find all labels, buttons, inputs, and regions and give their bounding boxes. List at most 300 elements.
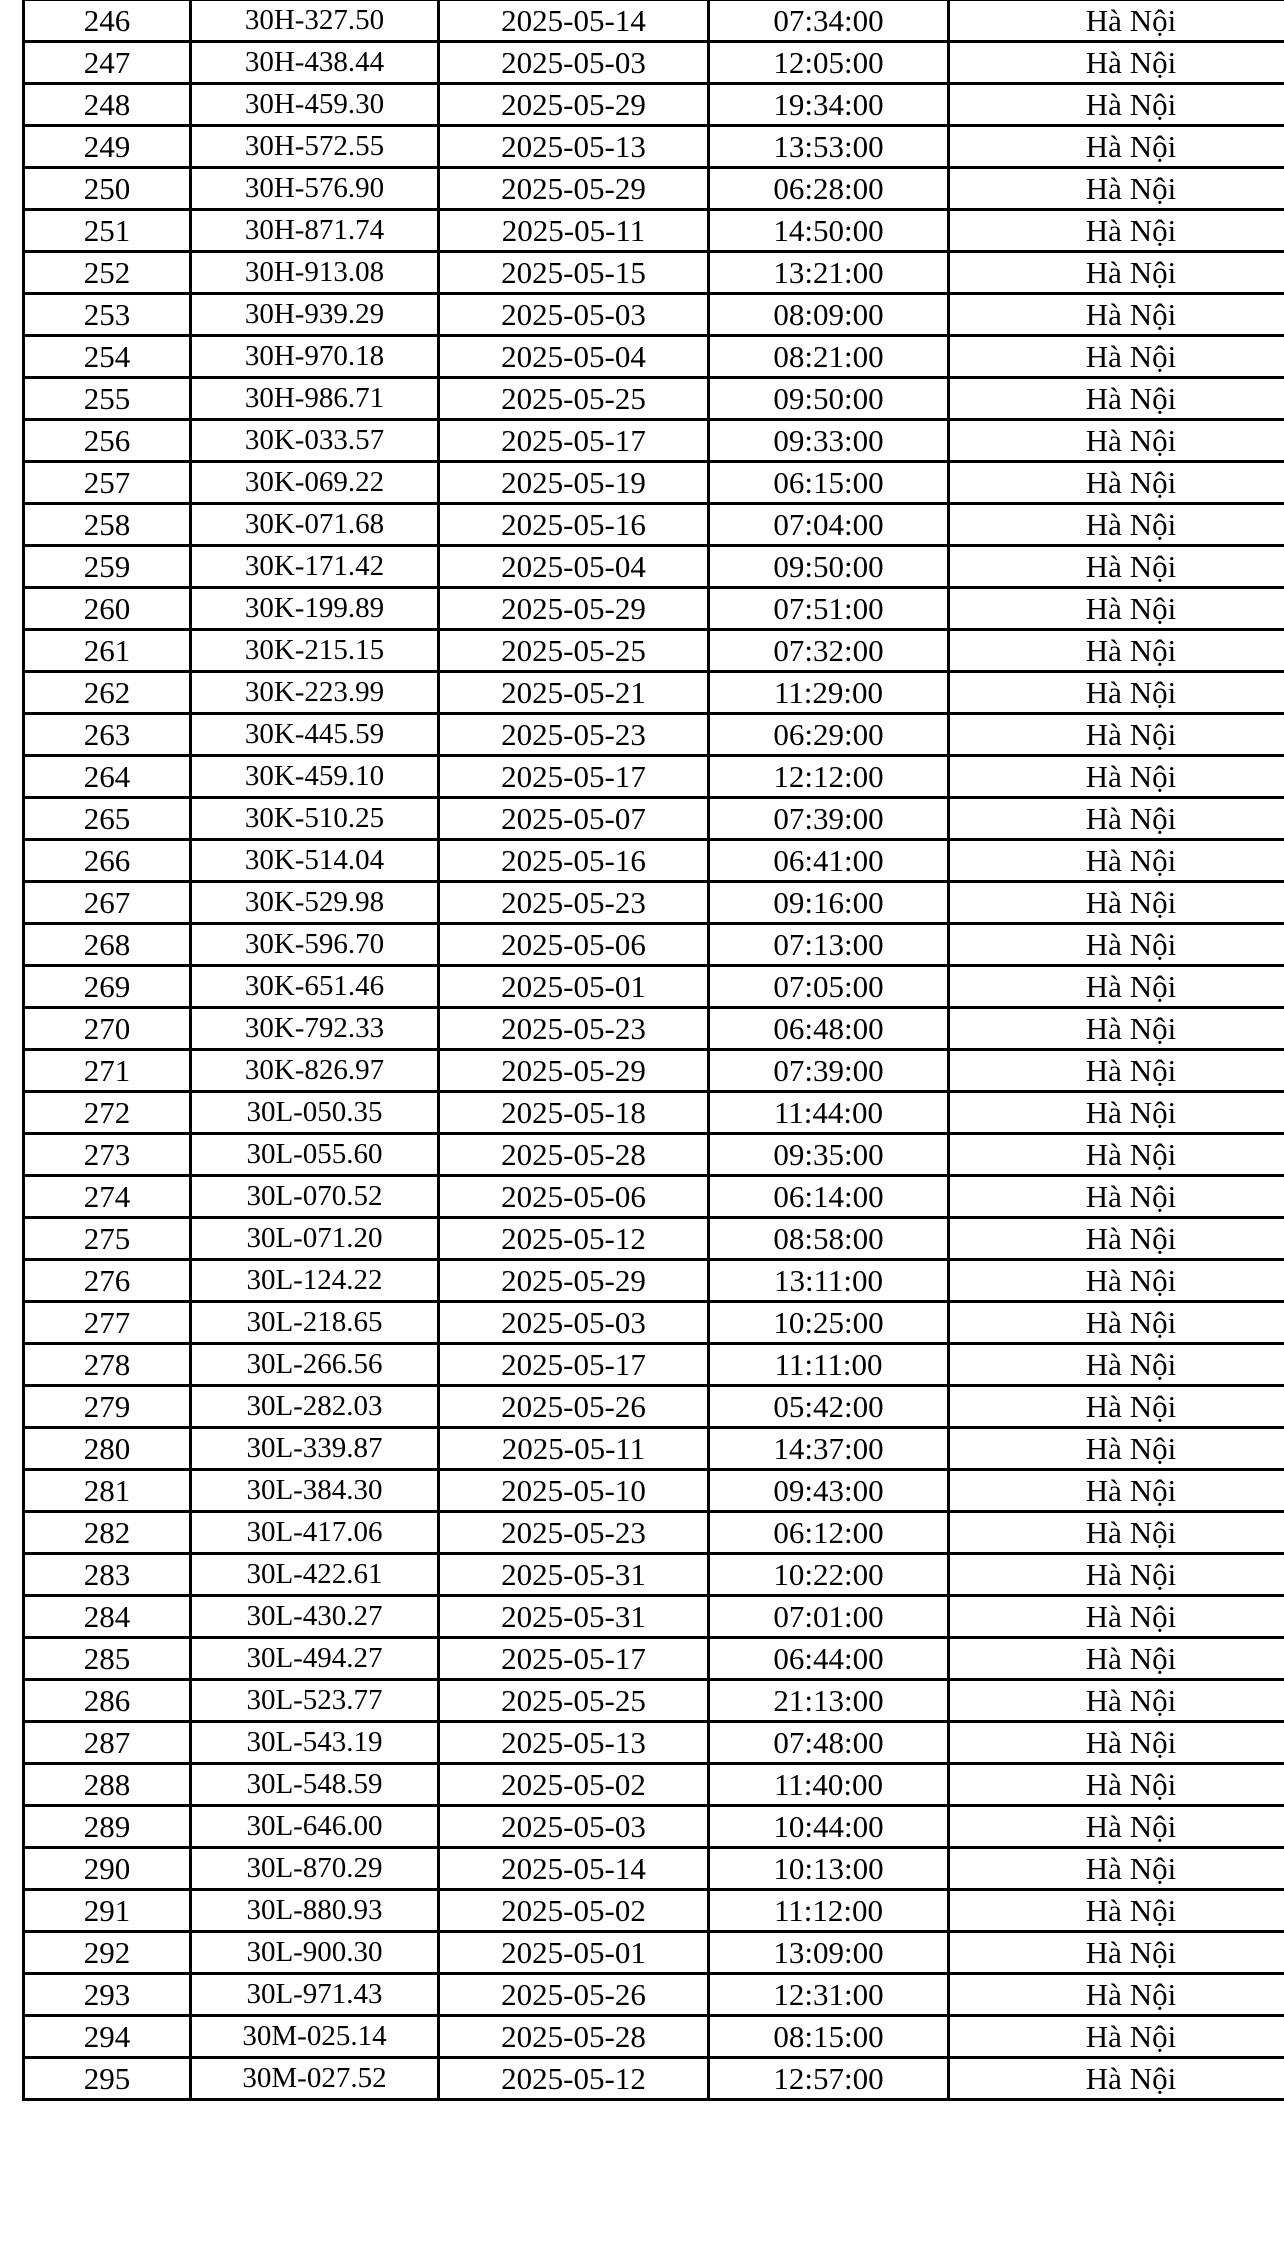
time-cell: 06:44:00: [709, 1638, 949, 1680]
row-number-cell: 286: [24, 1680, 191, 1722]
time-cell: 07:39:00: [709, 798, 949, 840]
row-number-cell: 268: [24, 924, 191, 966]
license-plate-cell: 30L-071.20: [191, 1218, 439, 1260]
table-row: [24, 966, 1284, 1008]
license-plate-cell: 30L-422.61: [191, 1554, 439, 1596]
time-cell: 13:11:00: [709, 1260, 949, 1302]
date-cell: 2025-05-11: [439, 210, 709, 252]
location-cell: Hà Nội: [949, 1848, 1284, 1890]
date-cell: 2025-05-11: [439, 1428, 709, 1470]
row-number-cell: 281: [24, 1470, 191, 1512]
table-row: [24, 1512, 1284, 1554]
row-number-cell: 249: [24, 126, 191, 168]
location-cell: Hà Nội: [949, 1302, 1284, 1344]
table-row: [24, 1302, 1284, 1344]
table-row: [24, 924, 1284, 966]
location-cell: Hà Nội: [949, 378, 1284, 420]
table-row: [24, 1596, 1284, 1638]
row-number-cell: 289: [24, 1806, 191, 1848]
location-cell: Hà Nội: [949, 1428, 1284, 1470]
row-number-cell: 279: [24, 1386, 191, 1428]
table-body: [24, 0, 1284, 2100]
table-row: [24, 1722, 1284, 1764]
time-cell: 06:29:00: [709, 714, 949, 756]
license-plate-cell: 30H-327.50: [191, 0, 439, 42]
table-row: [24, 126, 1284, 168]
license-plate-cell: 30H-970.18: [191, 336, 439, 378]
location-cell: Hà Nội: [949, 168, 1284, 210]
license-plate-cell: 30H-913.08: [191, 252, 439, 294]
table-row: [24, 1386, 1284, 1428]
license-plate-cell: 30K-199.89: [191, 588, 439, 630]
time-cell: 07:04:00: [709, 504, 949, 546]
row-number-cell: 293: [24, 1974, 191, 2016]
time-cell: 07:32:00: [709, 630, 949, 672]
license-plate-cell: 30K-596.70: [191, 924, 439, 966]
location-cell: Hà Nội: [949, 1134, 1284, 1176]
time-cell: 12:12:00: [709, 756, 949, 798]
license-plate-cell: 30L-266.56: [191, 1344, 439, 1386]
date-cell: 2025-05-31: [439, 1554, 709, 1596]
license-plate-cell: 30L-384.30: [191, 1470, 439, 1512]
table-row: [24, 882, 1284, 924]
date-cell: 2025-05-02: [439, 1890, 709, 1932]
time-cell: 13:09:00: [709, 1932, 949, 1974]
date-cell: 2025-05-25: [439, 378, 709, 420]
location-cell: Hà Nội: [949, 546, 1284, 588]
table-row: [24, 294, 1284, 336]
location-cell: Hà Nội: [949, 966, 1284, 1008]
location-cell: Hà Nội: [949, 672, 1284, 714]
date-cell: 2025-05-04: [439, 546, 709, 588]
license-plate-cell: 30K-223.99: [191, 672, 439, 714]
table-row: [24, 588, 1284, 630]
time-cell: 05:42:00: [709, 1386, 949, 1428]
row-number-cell: 282: [24, 1512, 191, 1554]
violation-table: [22, 0, 1284, 2101]
table-row: [24, 1344, 1284, 1386]
table-row: [24, 1974, 1284, 2016]
table-row: [24, 1470, 1284, 1512]
row-number-cell: 267: [24, 882, 191, 924]
license-plate-cell: 30L-339.87: [191, 1428, 439, 1470]
location-cell: Hà Nội: [949, 1680, 1284, 1722]
row-number-cell: 251: [24, 210, 191, 252]
date-cell: 2025-05-31: [439, 1596, 709, 1638]
date-cell: 2025-05-12: [439, 1218, 709, 1260]
date-cell: 2025-05-28: [439, 2016, 709, 2058]
row-number-cell: 260: [24, 588, 191, 630]
date-cell: 2025-05-17: [439, 756, 709, 798]
date-cell: 2025-05-12: [439, 2058, 709, 2100]
row-number-cell: 290: [24, 1848, 191, 1890]
location-cell: Hà Nội: [949, 1218, 1284, 1260]
license-plate-cell: 30H-871.74: [191, 210, 439, 252]
license-plate-cell: 30L-070.52: [191, 1176, 439, 1218]
location-cell: Hà Nội: [949, 126, 1284, 168]
time-cell: 11:40:00: [709, 1764, 949, 1806]
row-number-cell: 263: [24, 714, 191, 756]
table-row: [24, 1764, 1284, 1806]
row-number-cell: 287: [24, 1722, 191, 1764]
date-cell: 2025-05-26: [439, 1386, 709, 1428]
time-cell: 14:50:00: [709, 210, 949, 252]
table-row: [24, 336, 1284, 378]
time-cell: 10:22:00: [709, 1554, 949, 1596]
date-cell: 2025-05-17: [439, 1344, 709, 1386]
license-plate-cell: 30K-215.15: [191, 630, 439, 672]
license-plate-cell: 30H-459.30: [191, 84, 439, 126]
time-cell: 08:09:00: [709, 294, 949, 336]
time-cell: 07:51:00: [709, 588, 949, 630]
table-row: [24, 840, 1284, 882]
location-cell: Hà Nội: [949, 1176, 1284, 1218]
time-cell: 10:13:00: [709, 1848, 949, 1890]
time-cell: 11:44:00: [709, 1092, 949, 1134]
row-number-cell: 258: [24, 504, 191, 546]
row-number-cell: 254: [24, 336, 191, 378]
license-plate-cell: 30K-792.33: [191, 1008, 439, 1050]
date-cell: 2025-05-23: [439, 1512, 709, 1554]
license-plate-cell: 30H-438.44: [191, 42, 439, 84]
license-plate-cell: 30H-572.55: [191, 126, 439, 168]
license-plate-cell: 30K-171.42: [191, 546, 439, 588]
table-row: [24, 378, 1284, 420]
location-cell: Hà Nội: [949, 588, 1284, 630]
time-cell: 11:11:00: [709, 1344, 949, 1386]
date-cell: 2025-05-03: [439, 1302, 709, 1344]
date-cell: 2025-05-29: [439, 588, 709, 630]
license-plate-cell: 30L-523.77: [191, 1680, 439, 1722]
location-cell: Hà Nội: [949, 756, 1284, 798]
row-number-cell: 255: [24, 378, 191, 420]
location-cell: Hà Nội: [949, 1638, 1284, 1680]
time-cell: 06:15:00: [709, 462, 949, 504]
time-cell: 12:31:00: [709, 1974, 949, 2016]
row-number-cell: 291: [24, 1890, 191, 1932]
date-cell: 2025-05-13: [439, 1722, 709, 1764]
time-cell: 09:43:00: [709, 1470, 949, 1512]
time-cell: 07:01:00: [709, 1596, 949, 1638]
table-row: [24, 2058, 1284, 2100]
row-number-cell: 266: [24, 840, 191, 882]
row-number-cell: 285: [24, 1638, 191, 1680]
location-cell: Hà Nội: [949, 882, 1284, 924]
date-cell: 2025-05-07: [439, 798, 709, 840]
row-number-cell: 292: [24, 1932, 191, 1974]
location-cell: Hà Nội: [949, 1050, 1284, 1092]
date-cell: 2025-05-29: [439, 1050, 709, 1092]
license-plate-cell: 30K-529.98: [191, 882, 439, 924]
time-cell: 07:13:00: [709, 924, 949, 966]
table-row: [24, 168, 1284, 210]
table-row: [24, 1176, 1284, 1218]
date-cell: 2025-05-21: [439, 672, 709, 714]
row-number-cell: 274: [24, 1176, 191, 1218]
time-cell: 11:29:00: [709, 672, 949, 714]
row-number-cell: 257: [24, 462, 191, 504]
date-cell: 2025-05-16: [439, 840, 709, 882]
table-row: [24, 252, 1284, 294]
license-plate-cell: 30L-282.03: [191, 1386, 439, 1428]
date-cell: 2025-05-23: [439, 1008, 709, 1050]
row-number-cell: 277: [24, 1302, 191, 1344]
time-cell: 06:48:00: [709, 1008, 949, 1050]
table-row: [24, 1260, 1284, 1302]
date-cell: 2025-05-03: [439, 294, 709, 336]
time-cell: 06:41:00: [709, 840, 949, 882]
license-plate-cell: 30L-646.00: [191, 1806, 439, 1848]
table-row: [24, 2016, 1284, 2058]
row-number-cell: 284: [24, 1596, 191, 1638]
table-row: [24, 1554, 1284, 1596]
table-row: [24, 1638, 1284, 1680]
table-row: [24, 1848, 1284, 1890]
table-row: [24, 1092, 1284, 1134]
table-row: [24, 1218, 1284, 1260]
license-plate-cell: 30L-417.06: [191, 1512, 439, 1554]
time-cell: 10:44:00: [709, 1806, 949, 1848]
table-row: [24, 1134, 1284, 1176]
table-row: [24, 672, 1284, 714]
license-plate-cell: 30K-071.68: [191, 504, 439, 546]
row-number-cell: 272: [24, 1092, 191, 1134]
time-cell: 07:39:00: [709, 1050, 949, 1092]
license-plate-cell: 30M-027.52: [191, 2058, 439, 2100]
location-cell: Hà Nội: [949, 1344, 1284, 1386]
table-row: [24, 798, 1284, 840]
license-plate-cell: 30K-510.25: [191, 798, 439, 840]
location-cell: Hà Nội: [949, 42, 1284, 84]
license-plate-cell: 30K-514.04: [191, 840, 439, 882]
table-row: [24, 0, 1284, 42]
location-cell: Hà Nội: [949, 1260, 1284, 1302]
license-plate-cell: 30H-986.71: [191, 378, 439, 420]
time-cell: 07:34:00: [709, 0, 949, 42]
date-cell: 2025-05-23: [439, 882, 709, 924]
location-cell: Hà Nội: [949, 2058, 1284, 2100]
row-number-cell: 278: [24, 1344, 191, 1386]
date-cell: 2025-05-15: [439, 252, 709, 294]
table-row: [24, 84, 1284, 126]
date-cell: 2025-05-26: [439, 1974, 709, 2016]
license-plate-cell: 30L-870.29: [191, 1848, 439, 1890]
table-row: [24, 630, 1284, 672]
row-number-cell: 276: [24, 1260, 191, 1302]
table-row: [24, 1932, 1284, 1974]
row-number-cell: 250: [24, 168, 191, 210]
date-cell: 2025-05-03: [439, 42, 709, 84]
date-cell: 2025-05-06: [439, 1176, 709, 1218]
row-number-cell: 280: [24, 1428, 191, 1470]
license-plate-cell: 30L-055.60: [191, 1134, 439, 1176]
row-number-cell: 259: [24, 546, 191, 588]
table-row: [24, 1428, 1284, 1470]
row-number-cell: 275: [24, 1218, 191, 1260]
table-row: [24, 420, 1284, 462]
date-cell: 2025-05-29: [439, 1260, 709, 1302]
location-cell: Hà Nội: [949, 252, 1284, 294]
row-number-cell: 261: [24, 630, 191, 672]
location-cell: Hà Nội: [949, 210, 1284, 252]
date-cell: 2025-05-06: [439, 924, 709, 966]
table-row: [24, 1806, 1284, 1848]
date-cell: 2025-05-29: [439, 168, 709, 210]
license-plate-cell: 30L-548.59: [191, 1764, 439, 1806]
table-row: [24, 1680, 1284, 1722]
license-plate-cell: 30L-971.43: [191, 1974, 439, 2016]
row-number-cell: 269: [24, 966, 191, 1008]
location-cell: Hà Nội: [949, 1806, 1284, 1848]
location-cell: Hà Nội: [949, 0, 1284, 42]
time-cell: 06:12:00: [709, 1512, 949, 1554]
time-cell: 12:57:00: [709, 2058, 949, 2100]
location-cell: Hà Nội: [949, 1974, 1284, 2016]
time-cell: 06:14:00: [709, 1176, 949, 1218]
location-cell: Hà Nội: [949, 420, 1284, 462]
table-row: [24, 42, 1284, 84]
time-cell: 09:35:00: [709, 1134, 949, 1176]
date-cell: 2025-05-16: [439, 504, 709, 546]
row-number-cell: 273: [24, 1134, 191, 1176]
table-row: [24, 1008, 1284, 1050]
time-cell: 09:16:00: [709, 882, 949, 924]
time-cell: 10:25:00: [709, 1302, 949, 1344]
location-cell: Hà Nội: [949, 1092, 1284, 1134]
date-cell: 2025-05-10: [439, 1470, 709, 1512]
date-cell: 2025-05-29: [439, 84, 709, 126]
date-cell: 2025-05-14: [439, 0, 709, 42]
table-row: [24, 1890, 1284, 1932]
table-row: [24, 462, 1284, 504]
row-number-cell: 264: [24, 756, 191, 798]
row-number-cell: 248: [24, 84, 191, 126]
location-cell: Hà Nội: [949, 1386, 1284, 1428]
location-cell: Hà Nội: [949, 798, 1284, 840]
location-cell: Hà Nội: [949, 1596, 1284, 1638]
license-plate-cell: 30K-459.10: [191, 756, 439, 798]
license-plate-cell: 30L-900.30: [191, 1932, 439, 1974]
time-cell: 14:37:00: [709, 1428, 949, 1470]
date-cell: 2025-05-17: [439, 1638, 709, 1680]
table-row: [24, 546, 1284, 588]
time-cell: 13:21:00: [709, 252, 949, 294]
time-cell: 07:48:00: [709, 1722, 949, 1764]
time-cell: 06:28:00: [709, 168, 949, 210]
date-cell: 2025-05-01: [439, 966, 709, 1008]
license-plate-cell: 30L-880.93: [191, 1890, 439, 1932]
date-cell: 2025-05-17: [439, 420, 709, 462]
license-plate-cell: 30H-576.90: [191, 168, 439, 210]
row-number-cell: 294: [24, 2016, 191, 2058]
location-cell: Hà Nội: [949, 294, 1284, 336]
license-plate-cell: 30L-543.19: [191, 1722, 439, 1764]
location-cell: Hà Nội: [949, 336, 1284, 378]
location-cell: Hà Nội: [949, 504, 1284, 546]
location-cell: Hà Nội: [949, 1932, 1284, 1974]
time-cell: 08:58:00: [709, 1218, 949, 1260]
row-number-cell: 262: [24, 672, 191, 714]
date-cell: 2025-05-01: [439, 1932, 709, 1974]
location-cell: Hà Nội: [949, 462, 1284, 504]
time-cell: 19:34:00: [709, 84, 949, 126]
location-cell: Hà Nội: [949, 1554, 1284, 1596]
row-number-cell: 288: [24, 1764, 191, 1806]
license-plate-cell: 30K-033.57: [191, 420, 439, 462]
row-number-cell: 295: [24, 2058, 191, 2100]
location-cell: Hà Nội: [949, 84, 1284, 126]
location-cell: Hà Nội: [949, 1470, 1284, 1512]
table-row: [24, 714, 1284, 756]
row-number-cell: 253: [24, 294, 191, 336]
license-plate-cell: 30L-050.35: [191, 1092, 439, 1134]
date-cell: 2025-05-13: [439, 126, 709, 168]
license-plate-cell: 30L-494.27: [191, 1638, 439, 1680]
row-number-cell: 247: [24, 42, 191, 84]
table-row: [24, 210, 1284, 252]
date-cell: 2025-05-03: [439, 1806, 709, 1848]
row-number-cell: 283: [24, 1554, 191, 1596]
date-cell: 2025-05-23: [439, 714, 709, 756]
row-number-cell: 265: [24, 798, 191, 840]
location-cell: Hà Nội: [949, 1008, 1284, 1050]
license-plate-cell: 30L-430.27: [191, 1596, 439, 1638]
date-cell: 2025-05-04: [439, 336, 709, 378]
date-cell: 2025-05-02: [439, 1764, 709, 1806]
table-row: [24, 504, 1284, 546]
row-number-cell: 270: [24, 1008, 191, 1050]
location-cell: Hà Nội: [949, 1512, 1284, 1554]
date-cell: 2025-05-18: [439, 1092, 709, 1134]
row-number-cell: 246: [24, 0, 191, 42]
time-cell: 08:15:00: [709, 2016, 949, 2058]
time-cell: 12:05:00: [709, 42, 949, 84]
time-cell: 09:50:00: [709, 378, 949, 420]
license-plate-cell: 30K-826.97: [191, 1050, 439, 1092]
location-cell: Hà Nội: [949, 1764, 1284, 1806]
date-cell: 2025-05-19: [439, 462, 709, 504]
location-cell: Hà Nội: [949, 1890, 1284, 1932]
location-cell: Hà Nội: [949, 2016, 1284, 2058]
time-cell: 09:33:00: [709, 420, 949, 462]
license-plate-cell: 30M-025.14: [191, 2016, 439, 2058]
date-cell: 2025-05-25: [439, 1680, 709, 1722]
time-cell: 09:50:00: [709, 546, 949, 588]
license-plate-cell: 30L-124.22: [191, 1260, 439, 1302]
license-plate-cell: 30K-445.59: [191, 714, 439, 756]
license-plate-cell: 30K-651.46: [191, 966, 439, 1008]
row-number-cell: 252: [24, 252, 191, 294]
time-cell: 11:12:00: [709, 1890, 949, 1932]
row-number-cell: 256: [24, 420, 191, 462]
date-cell: 2025-05-28: [439, 1134, 709, 1176]
location-cell: Hà Nội: [949, 1722, 1284, 1764]
table-row: [24, 1050, 1284, 1092]
location-cell: Hà Nội: [949, 714, 1284, 756]
time-cell: 21:13:00: [709, 1680, 949, 1722]
time-cell: 07:05:00: [709, 966, 949, 1008]
location-cell: Hà Nội: [949, 630, 1284, 672]
time-cell: 13:53:00: [709, 126, 949, 168]
location-cell: Hà Nội: [949, 840, 1284, 882]
license-plate-cell: 30K-069.22: [191, 462, 439, 504]
time-cell: 08:21:00: [709, 336, 949, 378]
license-plate-cell: 30L-218.65: [191, 1302, 439, 1344]
row-number-cell: 271: [24, 1050, 191, 1092]
date-cell: 2025-05-25: [439, 630, 709, 672]
date-cell: 2025-05-14: [439, 1848, 709, 1890]
license-plate-cell: 30H-939.29: [191, 294, 439, 336]
